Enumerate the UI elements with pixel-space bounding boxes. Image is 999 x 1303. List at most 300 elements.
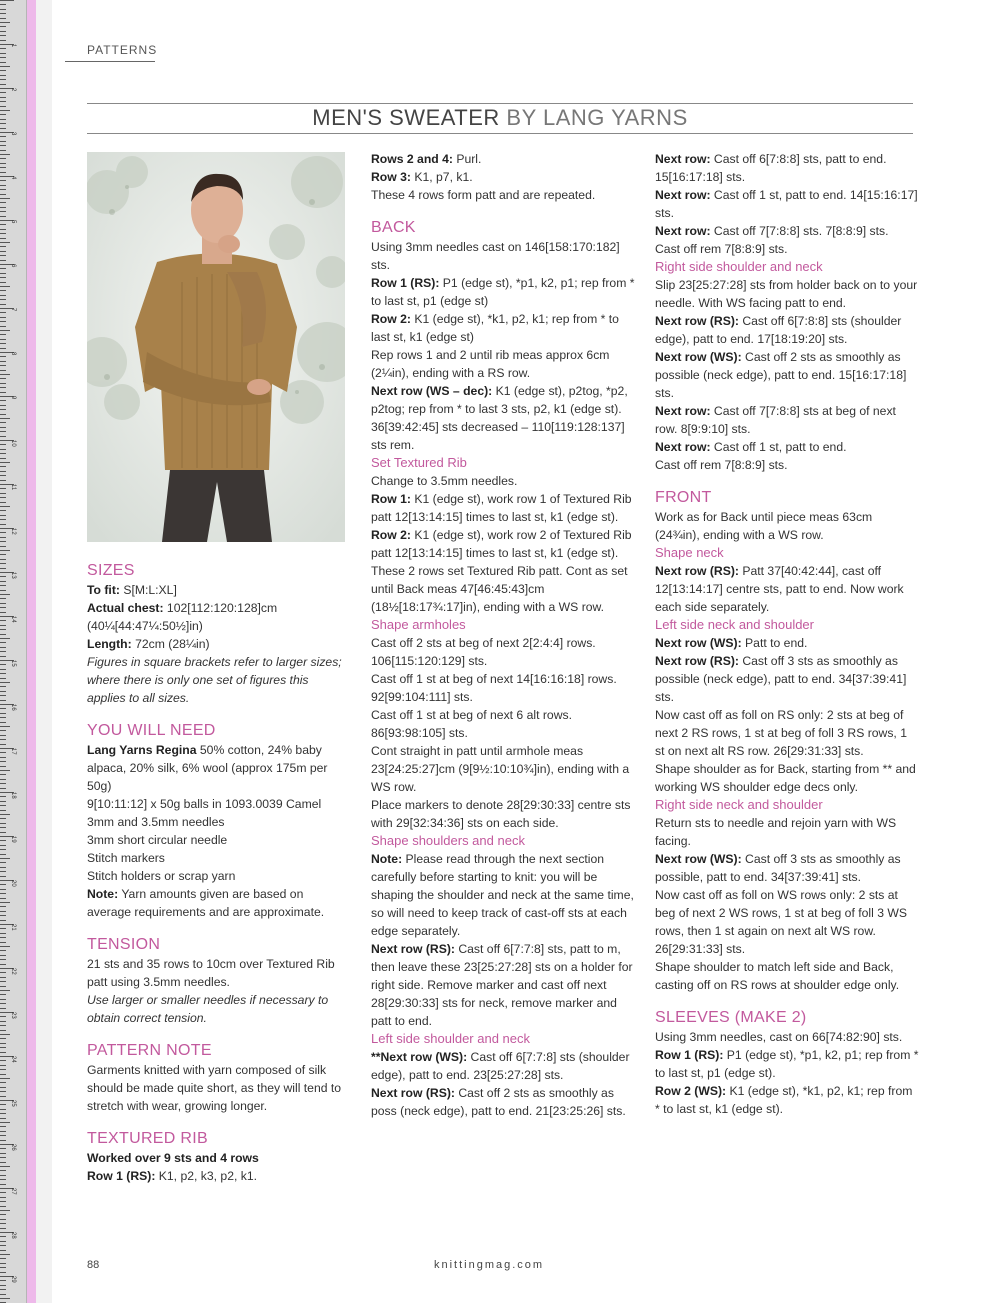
- ruler-tick: [0, 1131, 6, 1132]
- ruler-tick: [0, 66, 10, 67]
- ruler-tick: [0, 1272, 6, 1273]
- ruler-tick: [0, 708, 6, 709]
- ruler-tick: [0, 673, 6, 674]
- ruler-tick: [0, 920, 6, 921]
- model-photo: [87, 152, 345, 542]
- cast-off-rem: Cast off rem 7[8:8:9] sts.: [655, 242, 788, 256]
- ruler-number: 26: [10, 1144, 16, 1151]
- yarn: Lang Yarns Regina 50% cotton, 24% baby alpaca, 20% silk, 6% wool (approx 175m per 50g): [87, 743, 328, 793]
- ruler-tick: [0, 1241, 6, 1242]
- ruler-tick: [0, 387, 6, 388]
- cast-off-2: Next row: Cast off 1 st, patt to end. 14[15:16:17] sts.: [655, 188, 918, 220]
- ruler-tick: [0, 1210, 10, 1211]
- ruler-tick: [0, 13, 6, 14]
- heading-front: FRONT: [655, 489, 712, 506]
- ruler-number: 17: [10, 748, 16, 755]
- ruler-tick: [0, 519, 6, 520]
- ruler-number: 4: [10, 176, 16, 180]
- ruler-tick: [0, 392, 6, 393]
- ruler-tick: [0, 1280, 6, 1281]
- ruler-tick: [0, 585, 6, 586]
- ruler-number: 10: [10, 440, 16, 447]
- right-shoulder-6: Cast off rem 7[8:8:9] sts.: [655, 458, 788, 472]
- subheading-left-side-shoulder-neck: Left side shoulder and neck: [371, 1031, 530, 1046]
- ruler-tick: [0, 154, 10, 155]
- ruler-tick: [0, 1223, 6, 1224]
- ruler-tick: [0, 638, 10, 639]
- title-byline: BY LANG YARNS: [499, 105, 688, 130]
- ruler-tick: [0, 282, 6, 283]
- ruler-tick: [0, 145, 6, 146]
- ruler-tick: [0, 198, 10, 199]
- ruler-tick: [0, 4, 6, 5]
- ruler-tick: [0, 172, 6, 173]
- ruler-tick: [0, 427, 6, 428]
- back-row-1: Row 1 (RS): P1 (edge st), *p1, k2, p1; rep from * to last st, p1 (edge st): [371, 276, 635, 308]
- ruler-tick: [0, 422, 6, 423]
- ruler-tick: [0, 1162, 6, 1163]
- ruler-tick: [0, 774, 6, 775]
- ruler-tick: [0, 590, 6, 591]
- ruler-tick: [0, 246, 6, 247]
- ruler-tick: [0, 1065, 6, 1066]
- ruler-tick: [0, 827, 6, 828]
- ruler-tick: [0, 299, 6, 300]
- right-neck-1: Return sts to needle and rejoin yarn with WS facing.: [655, 816, 897, 848]
- ruler-tick: [0, 647, 6, 648]
- ruler-tick: [0, 1038, 6, 1039]
- ruler-tick: [0, 598, 6, 599]
- subheading-right-side-neck-shoulder: Right side neck and shoulder: [655, 797, 823, 812]
- tension-note: Use larger or smaller needles if necessary to obtain correct tension.: [87, 993, 329, 1025]
- ruler-tick: [0, 911, 6, 912]
- ruler-tick: [0, 849, 6, 850]
- textured-row-1: Row 1: K1 (edge st), work row 1 of Textured Rib patt 12[13:14:15] times to last st, k1 (edge st).: [371, 492, 632, 524]
- ruler-tick: [0, 1294, 6, 1295]
- ruler-tick: [0, 814, 10, 815]
- ruler-number: 15: [10, 660, 16, 667]
- ruler-tick: [0, 1201, 6, 1202]
- heading-textured-rib: TEXTURED RIB: [87, 1130, 208, 1147]
- ruler-tick: [0, 378, 6, 379]
- ruler-tick: [0, 1250, 6, 1251]
- ruler-number: 13: [10, 572, 16, 579]
- ruler-tick: [0, 858, 10, 859]
- ruler-tick: [0, 541, 6, 542]
- ruler-tick: [0, 75, 6, 76]
- title-rule-bottom: [87, 133, 913, 134]
- section-label: PATTERNS: [87, 43, 158, 57]
- ruler-tick: [0, 546, 6, 547]
- shoulders-next-row: Next row (RS): Cast off 6[7:7:8] sts, patt to m, then leave these 23[25:27:28] sts on a holder for right side. Remove marker and cast off next 28[29:30:33] sts for neck, remove marker and patt to end.: [371, 942, 633, 1028]
- ruler-tick: [0, 405, 6, 406]
- ruler-tick: [0, 1074, 6, 1075]
- ruler-tick: [0, 409, 6, 410]
- heading-sizes: SIZES: [87, 562, 135, 579]
- ruler-number: 24: [10, 1056, 16, 1063]
- yarn-note: Note: Yarn amounts given are based on average requirements and are approximate.: [87, 887, 325, 919]
- ruler-tick: [0, 977, 6, 978]
- ruler-tick: [0, 1245, 6, 1246]
- heading-tension: TENSION: [87, 936, 161, 953]
- ruler-tick: [0, 1003, 6, 1004]
- ruler-tick: [0, 559, 6, 560]
- ruler-tick: [0, 1060, 6, 1061]
- left-shoulder-2: Next row (RS): Cast off 2 sts as smoothly as poss (neck edge), patt to end. 21[23:25:26] sts.: [371, 1086, 626, 1118]
- ruler-tick: [0, 942, 6, 943]
- ruler-tick: [0, 365, 6, 366]
- ruler-number: 9: [10, 396, 16, 400]
- ruler-tick: [0, 1109, 6, 1110]
- column-2: [371, 150, 635, 1120]
- ruler-tick: [0, 537, 6, 538]
- ruler-tick: [0, 871, 6, 872]
- column-1: [87, 561, 349, 1185]
- ruler-tick: [0, 475, 6, 476]
- ruler-tick: [0, 141, 6, 142]
- change-needles: Change to 3.5mm needles.: [371, 474, 518, 488]
- ruler-tick: [0, 779, 6, 780]
- ruler-tick: [0, 158, 6, 159]
- ruler-tick: [0, 321, 6, 322]
- ruler-tick: [0, 1082, 6, 1083]
- ruler-tick: [0, 1091, 6, 1092]
- ruler-tick: [0, 136, 6, 137]
- ruler-tick: [0, 233, 6, 234]
- ruler-tick: [0, 788, 6, 789]
- ruler-tick: [0, 449, 6, 450]
- ruler-tick: [0, 26, 6, 27]
- ruler-tick: [0, 471, 6, 472]
- ruler-tick: [0, 277, 6, 278]
- ruler-tick: [0, 902, 10, 903]
- to-fit: To fit: S[M:L:XL]: [87, 583, 177, 597]
- ruler-tick: [0, 893, 6, 894]
- heading-you-will-need: YOU WILL NEED: [87, 722, 216, 739]
- ruler-tick: [0, 510, 6, 511]
- ruler-tick: [0, 497, 6, 498]
- ruler-tick: [0, 682, 10, 683]
- ruler-tick: [0, 796, 6, 797]
- ruler-tick: [0, 185, 6, 186]
- tension-text: 21 sts and 35 rows to 10cm over Textured Rib patt using 3.5mm needles.: [87, 957, 335, 989]
- right-neck-4: Shape shoulder to match left side and Back, casting off on RS rows at shoulder edge only.: [655, 960, 900, 992]
- ruler-tick: [0, 515, 6, 516]
- ruler-tick: [0, 462, 10, 463]
- ruler-tick: [0, 238, 6, 239]
- ruler-tick: [0, 414, 6, 415]
- ruler-tick: [0, 374, 10, 375]
- ruler-tick: [0, 695, 6, 696]
- ruler-tick: [0, 862, 6, 863]
- ruler-tick: [0, 202, 6, 203]
- ruler-tick: [0, 818, 6, 819]
- armhole-1: Cast off 2 sts at beg of next 2[2:4:4] rows. 106[115:120:129] sts.: [371, 636, 596, 668]
- ruler-tick: [0, 691, 6, 692]
- ruler-tick: [0, 1298, 10, 1299]
- ruler-number: 1: [10, 44, 16, 48]
- ruler-tick: [0, 972, 6, 973]
- ruler-tick: [0, 79, 6, 80]
- stitch-holders: Stitch holders or scrap yarn: [87, 869, 236, 883]
- ruler-tick: [0, 207, 6, 208]
- textured-rib-row1: Row 1 (RS): K1, p2, k3, p2, k1.: [87, 1169, 258, 1183]
- subheading-right-side-shoulder-neck: Right side shoulder and neck: [655, 259, 823, 274]
- ruler-tick: [0, 832, 6, 833]
- ruler-tick: [0, 163, 6, 164]
- ruler-tick: [0, 110, 10, 111]
- ruler-tick: [0, 801, 6, 802]
- ruler-tick: [0, 532, 6, 533]
- ruler-tick: [0, 686, 6, 687]
- textured-row-2: Row 2: K1 (edge st), work row 2 of Textured Rib patt 12[13:14:15] times to last st, k1 (edge st).: [371, 528, 632, 560]
- ruler-tick: [0, 840, 6, 841]
- ruler-tick: [0, 955, 6, 956]
- row-3: Row 3: K1, p7, k1.: [371, 170, 473, 184]
- ruler-tick: [0, 625, 6, 626]
- right-neck-2: Next row (WS): Cast off 3 sts as smoothly as possible, patt to end. 34[37:39:41] sts.: [655, 852, 901, 884]
- ruler-tick: [0, 92, 6, 93]
- right-shoulder-3: Next row (WS): Cast off 2 sts as smoothly as possible (neck edge), patt to end. 15[16:17:18] sts.: [655, 350, 907, 400]
- ruler-tick: [0, 128, 6, 129]
- ruler-tick: [0, 1285, 6, 1286]
- ruler-tick: [0, 933, 6, 934]
- ruler-tick: [0, 97, 6, 98]
- cast-off-1: Next row: Cast off 6[7:8:8] sts, patt to end. 15[16:17:18] sts.: [655, 152, 887, 184]
- back-cast-on: Using 3mm needles cast on 146[158:170:182] sts.: [371, 240, 620, 272]
- ruler-number: 12: [10, 528, 16, 535]
- heading-sleeves: SLEEVES (MAKE 2): [655, 1009, 807, 1026]
- ruler-tick: [0, 216, 6, 217]
- ruler-tick: [0, 189, 6, 190]
- ruler-tick: [0, 273, 6, 274]
- ruler-tick: [0, 1135, 6, 1136]
- armhole-5: Place markers to denote 28[29:30:33] centre sts with 29[32:34:36] sts on each side.: [371, 798, 631, 830]
- back-row-2: Row 2: K1 (edge st), *k1, p2, k1; rep from * to last st, k1 (edge st): [371, 312, 619, 344]
- ruler-tick: [0, 1175, 6, 1176]
- ruler-number: 18: [10, 792, 16, 799]
- ruler-tick: [0, 876, 6, 877]
- ruler-tick: [0, 1179, 6, 1180]
- ruler-tick: [0, 224, 6, 225]
- length: Length: 72cm (28¼in): [87, 637, 210, 651]
- heading-back: BACK: [371, 219, 416, 236]
- ruler-number: 6: [10, 264, 16, 268]
- ruler-tick: [0, 959, 6, 960]
- section-rule: [65, 61, 155, 62]
- ruler-tick: [0, 458, 6, 459]
- ruler-tick: [0, 766, 6, 767]
- ruler-tick: [0, 260, 6, 261]
- ruler-tick: [0, 629, 6, 630]
- ruler-tick: [0, 928, 6, 929]
- ruler-tick: [0, 101, 6, 102]
- ruler-tick: [0, 1184, 6, 1185]
- stitch-markers: Stitch markers: [87, 851, 165, 865]
- ruler-tick: [0, 651, 6, 652]
- ruler-tick: [0, 255, 6, 256]
- right-shoulder-4: Next row: Cast off 7[7:8:8] sts at beg of next row. 8[9:9:10] sts.: [655, 404, 896, 436]
- ruler-tick: [0, 106, 6, 107]
- back-repeat: Rep rows 1 and 2 until rib meas approx 6cm (2¼in), ending with a RS row.: [371, 348, 610, 380]
- ruler-tick: [0, 739, 6, 740]
- ruler-tick: [0, 1052, 6, 1053]
- back-next-row: Next row (WS – dec): K1 (edge st), p2tog, *p2, p2tog; rep from * to last 3 sts, p2, k1 (edge st). 36[39:42:45] sts decreased – 110[119:128:137] sts rem.: [371, 384, 628, 452]
- ruler-tick: [0, 334, 6, 335]
- ruler-tick: [0, 867, 6, 868]
- website: knittingmag.com: [434, 1259, 545, 1271]
- ruler-number: 20: [10, 880, 16, 887]
- ruler-tick: [0, 1025, 6, 1026]
- ruler-tick: [0, 9, 6, 10]
- model-illustration: [87, 152, 345, 542]
- ruler-number: 23: [10, 1012, 16, 1019]
- needles: 3mm and 3.5mm needles: [87, 815, 225, 829]
- ruler-tick: [0, 990, 10, 991]
- ruler-tick: [0, 466, 6, 467]
- ruler-tick: [0, 62, 6, 63]
- ruler-tick: [0, 898, 6, 899]
- ruler-tick: [0, 603, 6, 604]
- ruler-tick: [0, 563, 6, 564]
- title-rule-top: [87, 103, 913, 104]
- ruler-number: 29: [10, 1276, 16, 1283]
- ruler-tick: [0, 268, 6, 269]
- ruler-tick: [0, 480, 6, 481]
- ruler-tick: [0, 634, 6, 635]
- ruler-tick: [0, 290, 6, 291]
- ruler-tick: [0, 1104, 6, 1105]
- left-neck-3: Now cast off as foll on RS only: 2 sts at beg of next 2 RS rows, 1 st at beg of foll 3 RS rows, 1 st on next alt RS row. 26[29:31:33] sts.: [655, 708, 907, 758]
- ruler-tick: [0, 1096, 6, 1097]
- ruler-tick: [0, 1118, 6, 1119]
- ruler-tick: [0, 1258, 6, 1259]
- ruler-tick: [0, 0, 14, 1]
- ruler-tick: [0, 656, 6, 657]
- ruler-number: 8: [10, 352, 16, 356]
- ruler-tick: [0, 981, 6, 982]
- ruler-tick: [0, 752, 6, 753]
- ruler-number: 27: [10, 1188, 16, 1195]
- ruler-tick: [0, 431, 6, 432]
- ruler-tick: [0, 48, 6, 49]
- ruler-tick: [0, 242, 10, 243]
- ruler-tick: [0, 1087, 6, 1088]
- ruler-tick: [0, 713, 6, 714]
- ruler-tick: [0, 1021, 6, 1022]
- ruler-tick: [0, 40, 6, 41]
- shoulders-note: Note: Please read through the next section carefully before starting to knit: you will be shaping the shoulder and neck at the same time, so will need to keep track of cast-off sts at each edge separately.: [371, 852, 634, 938]
- ruler-tick: [0, 506, 10, 507]
- ruler-tick: [0, 607, 6, 608]
- ruler-tick: [0, 1267, 6, 1268]
- ruler-tick: [0, 493, 6, 494]
- textured-continue: These 2 rows set Textured Rib patt. Cont as set until Back meas 47[46:45:43]cm (18½[18:17¾:17]in), ending with a WS row.: [371, 564, 628, 614]
- ruler-tick: [0, 114, 6, 115]
- left-shoulder-1: **Next row (WS): Cast off 6[7:7:8] sts (shoulder edge), patt to end. 23[25:27:28] sts.: [371, 1050, 630, 1082]
- ruler-number: 2: [10, 88, 16, 92]
- ruler-number: 22: [10, 968, 16, 975]
- ruler-tick: [0, 1289, 6, 1290]
- ruler-tick: [0, 286, 10, 287]
- front-1: Work as for Back until piece meas 63cm (24¾in), ending with a WS row.: [655, 510, 873, 542]
- ruler-tick: [0, 53, 6, 54]
- ruler-tick: [0, 906, 6, 907]
- ruler-tick: [0, 31, 6, 32]
- ruler-tick: [0, 1148, 6, 1149]
- ruler-tick: [0, 211, 6, 212]
- ruler-tick: [0, 1113, 6, 1114]
- ruler-tick: [0, 1263, 6, 1264]
- left-neck-4: Shape shoulder as for Back, starting from ** and working WS shoulder edge decs only.: [655, 762, 916, 794]
- ruler-tick: [0, 1192, 6, 1193]
- ruler-tick: [0, 726, 10, 727]
- ruler-tick: [0, 1153, 6, 1154]
- sleeves-cast-on: Using 3mm needles, cast on 66[74:82:90] sts.: [655, 1030, 903, 1044]
- ruler-tick: [0, 229, 6, 230]
- ruler-tick: [0, 356, 6, 357]
- ruler-tick: [0, 986, 6, 987]
- ruler-tick: [0, 444, 6, 445]
- ruler-tick: [0, 664, 6, 665]
- ruler-tick: [0, 343, 6, 344]
- left-neck-1: Next row (WS): Patt to end.: [655, 636, 808, 650]
- ruler-tick: [0, 678, 6, 679]
- sleeves-row-2: Row 2 (WS): K1 (edge st), *k1, p2, k1; rep from * to last st, k1 (edge st).: [655, 1084, 913, 1116]
- ruler-tick: [0, 1228, 6, 1229]
- rows-form: These 4 rows form patt and are repeated.: [371, 188, 596, 202]
- ruler-tick: [0, 70, 6, 71]
- ruler-tick: [0, 524, 6, 525]
- ruler-tick: [0, 418, 10, 419]
- ruler-tick: [0, 915, 6, 916]
- ruler-tick: [0, 18, 6, 19]
- pattern-note-text: Garments knitted with yarn composed of silk should be made quite short, as they will tend to stretch with wear, growing longer.: [87, 1063, 342, 1113]
- ruler-tick: [0, 1034, 10, 1035]
- ruler-tick: [0, 805, 6, 806]
- heading-pattern-note: PATTERN NOTE: [87, 1042, 212, 1059]
- ruler-tick: [0, 22, 10, 23]
- ruler-tick: [0, 612, 6, 613]
- right-neck-3: Now cast off as foll on WS rows only: 2 sts at beg of next 2 WS rows, 1 st at beg of foll 3 WS rows, then 1 st again on next alt WS row. 26[29:31:33] sts.: [655, 888, 907, 956]
- ruler-tick: [0, 950, 6, 951]
- ruler-tick: [0, 1126, 6, 1127]
- ruler-tick: [0, 1170, 6, 1171]
- ruler-tick: [0, 823, 6, 824]
- ruler-number: 3: [10, 132, 16, 136]
- ruler-tick: [0, 1016, 6, 1017]
- ruler-tick: [0, 735, 6, 736]
- ruler-tick: [0, 700, 6, 701]
- measuring-ruler: [0, 0, 52, 1303]
- armhole-2: Cast off 1 st at beg of next 14[16:16:18] rows. 92[99:104:111] sts.: [371, 672, 617, 704]
- ruler-tick: [0, 1157, 6, 1158]
- subheading-shape-neck: Shape neck: [655, 545, 724, 560]
- ruler-tick: [0, 581, 6, 582]
- ruler-tick: [0, 180, 6, 181]
- ruler-tick: [0, 119, 6, 120]
- ruler-tick: [0, 884, 6, 885]
- figures-note: Figures in square brackets refer to larger sizes; where there is only one set of figures this applies to all sizes.: [87, 655, 342, 705]
- title-main: MEN'S SWEATER: [312, 105, 500, 130]
- ruler-tick: [0, 994, 6, 995]
- ruler-tick: [0, 167, 6, 168]
- subheading-set-textured-rib: Set Textured Rib: [371, 455, 467, 470]
- ruler-tick: [0, 295, 6, 296]
- ruler-tick: [0, 339, 6, 340]
- ruler-tick: [0, 57, 6, 58]
- subheading-left-side-neck-shoulder: Left side neck and shoulder: [655, 617, 814, 632]
